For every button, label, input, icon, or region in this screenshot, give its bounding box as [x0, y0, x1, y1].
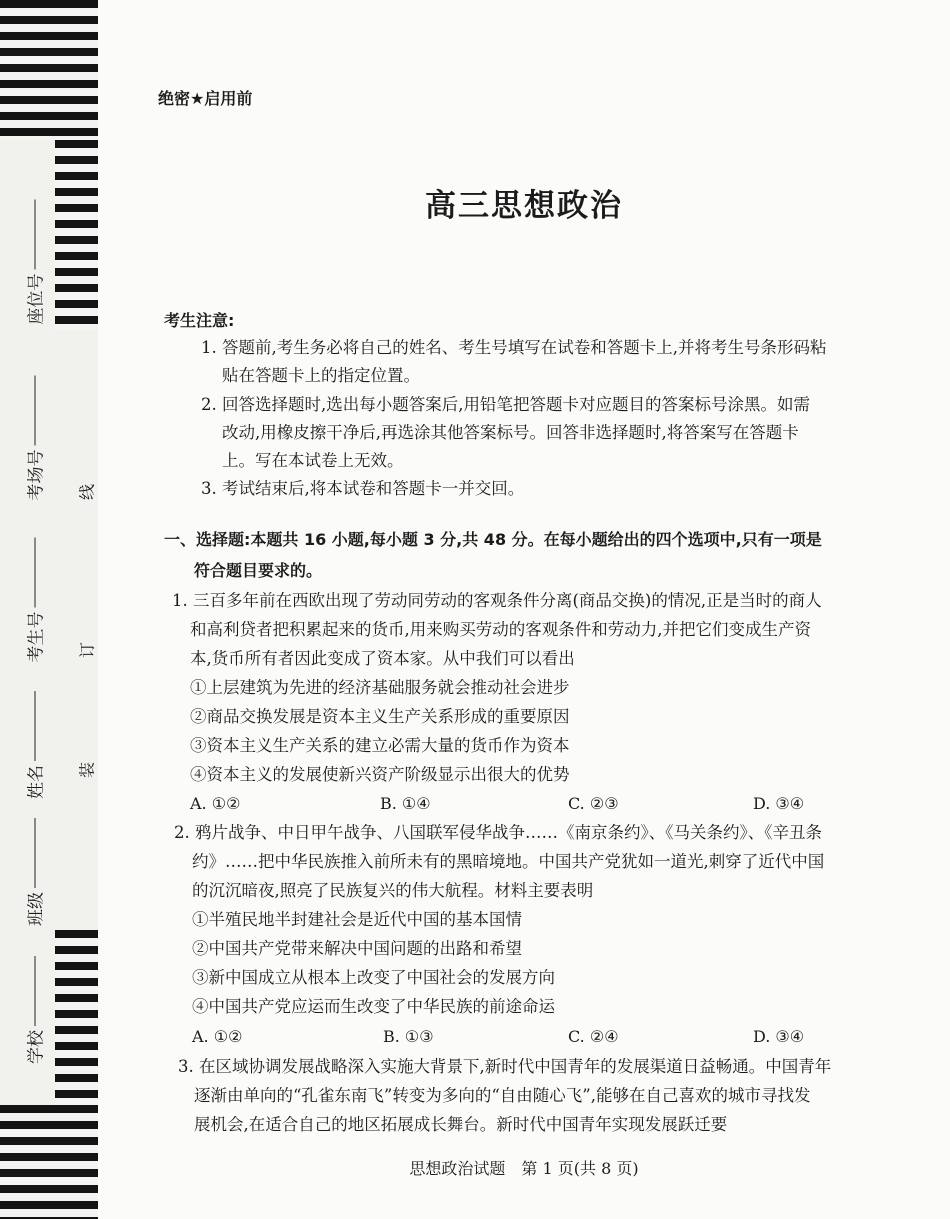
section-heading: 一、选择题:本题共 16 小题,每小题 3 分,共 48 分。在每小题给出的四个选项中,只有一项是	[164, 530, 822, 549]
question-1-statement: ③资本主义生产关系的建立必需大量的货币作为资本	[190, 736, 570, 755]
page-title: 高三思想政治	[425, 188, 623, 224]
question-3-stem: 逐渐由单向的“孔雀东南飞”转变为多向的“自由随心飞”,能够在自己喜欢的城市寻找发	[194, 1086, 811, 1105]
question-2-stem: 的沉沉暗夜,照亮了民族复兴的伟大航程。材料主要表明	[192, 881, 594, 900]
notice-line: 上。写在本试卷上无效。	[222, 451, 404, 470]
seat-number-label: 座位号	[26, 273, 47, 325]
question-2-stem: 2. 鸦片战争、中日甲午战争、八国联军侵华战争……《南京条约》、《马关条约》、《辛丑条	[174, 823, 822, 842]
question-1-statement: ②商品交换发展是资本主义生产关系形成的重要原因	[190, 707, 570, 726]
section-heading-cont: 符合题目要求的。	[194, 561, 323, 580]
notice-line: 2. 回答选择题时,选出每小题答案后,用铅笔把答题卡对应题目的答案标号涂黑。如需	[201, 395, 810, 414]
exam-room-label: 考场号	[26, 449, 47, 501]
exam-page	[98, 0, 950, 1219]
notice-line: 3. 考试结束后,将本试卷和答题卡一并交回。	[201, 479, 525, 498]
notice-line: 贴在答题卡上的指定位置。	[222, 366, 420, 385]
question-1-option-d[interactable]: D. ③④	[753, 794, 805, 813]
question-3-stem: 3. 在区域协调发展战略深入实施大背景下,新时代中国青年的发展渠道日益畅通。中国青年	[178, 1057, 832, 1076]
candidate-number-label: 考生号	[26, 611, 47, 663]
binding-stripes-bottom	[0, 1105, 112, 1219]
question-1-option-a[interactable]: A. ①②	[190, 794, 241, 813]
question-2-option-c[interactable]: C. ②④	[568, 1027, 619, 1046]
question-1-stem: 和高利贷者把积累起来的货币,用来购买劳动的客观条件和劳动力,并把它们变成生产资	[190, 620, 811, 639]
question-3-stem: 展机会,在适合自己的地区拓展成长舞台。新时代中国青年实现发展跃迁要	[194, 1115, 728, 1134]
name-label: 姓名	[26, 765, 47, 799]
question-2-stem: 约》……把中华民族推入前所未有的黑暗境地。中国共产党犹如一道光,刺穿了近代中国	[192, 852, 825, 871]
binding-stripes-top	[0, 0, 112, 140]
question-2-option-a[interactable]: A. ①②	[192, 1027, 243, 1046]
question-1-option-c[interactable]: C. ②③	[568, 794, 619, 813]
question-2-statement: ①半殖民地半封建社会是近代中国的基本国情	[192, 910, 522, 929]
binding-strip: 座位号 考场号 考生号 姓名 班级 学校 线 订 装	[0, 0, 112, 1219]
question-1-statement: ④资本主义的发展使新兴资产阶级显示出很大的优势	[190, 765, 570, 784]
question-1-statement: ①上层建筑为先进的经济基础服务就会推动社会进步	[190, 678, 570, 697]
question-1-option-b[interactable]: B. ①④	[380, 794, 431, 813]
question-1-stem: 1. 三百多年前在西欧出现了劳动同劳动的客观条件分离(商品交换)的情况,正是当时的商人	[172, 591, 822, 610]
confidential-label: 绝密★启用前	[158, 89, 253, 108]
question-2-option-d[interactable]: D. ③④	[753, 1027, 805, 1046]
question-2-statement: ②中国共产党带来解决中国问题的出路和希望	[192, 939, 522, 958]
notice-line: 改动,用橡皮擦干净后,再选涂其他答案标号。回答非选择题时,将答案写在答题卡	[222, 423, 799, 442]
school-label: 学校	[26, 1030, 47, 1064]
question-2-statement: ③新中国成立从根本上改变了中国社会的发展方向	[192, 968, 555, 987]
question-2-statement: ④中国共产党应运而生改变了中华民族的前途命运	[192, 997, 555, 1016]
page-footer: 思想政治试题 第 1 页(共 8 页)	[409, 1159, 639, 1178]
notice-line: 1. 答题前,考生务必将自己的姓名、考生号填写在试卷和答题卡上,并将考生号条形码粘	[201, 338, 827, 357]
question-2-option-b[interactable]: B. ①③	[383, 1027, 434, 1046]
notice-heading: 考生注意:	[164, 311, 235, 330]
class-label: 班级	[26, 892, 47, 926]
question-1-stem: 本,货币所有者因此变成了资本家。从中我们可以看出	[190, 649, 575, 668]
